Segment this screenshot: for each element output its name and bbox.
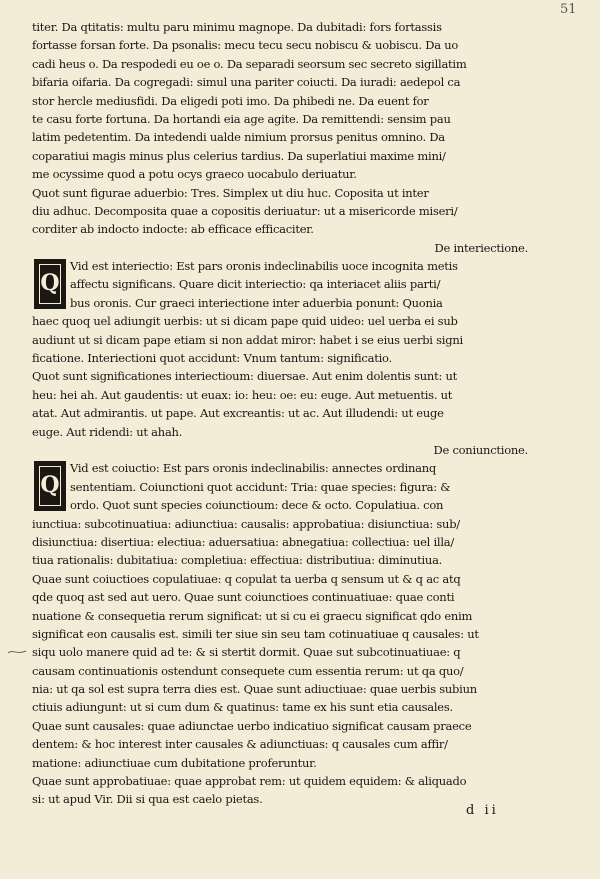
initial-letter: Q (40, 270, 60, 297)
signature-mark: d ii (466, 803, 499, 818)
text-line: iunctiua: subcotinuatiua: adiunctiua: causalis: approbatiua: disiunctiua: sub/ (32, 516, 460, 531)
text-line: matione: adiunctiuae cum dubitatione proferuntur. (32, 755, 317, 770)
text-line: titer. Da qtitatis: multu paru minimu magnope. Da dubitadi: fors fortassis (32, 20, 442, 34)
text-line: stor hercle mediusfidi. Da eligedi poti imo. Da phibedi ne. Da euent for (32, 93, 429, 108)
paragraph-block-adverbs (32, 18, 556, 239)
text-line: ficatione. Interiectioni quot accidunt: Vnum tantum: significatio. (32, 351, 392, 366)
text-line: significat eon causalis est. simili ter siue sin seu tam cotinuatiuae q causales: ut (32, 626, 479, 641)
text-line: euge. Aut ridendi: ut ahah. (32, 424, 183, 439)
text-line: tiua rationalis: dubitatiua: completiua: effectiua: distributiua: diminutiua. (32, 553, 443, 568)
folio-number: 51 (560, 2, 577, 17)
text-line: nuatione & consequetia rerum significat: ut si cu ei graecu significat qdo enim (32, 608, 473, 623)
interjection-initial-block (32, 257, 556, 312)
text-line: coparatiui magis minus plus celerius tardius. Da superlatiui maxime mini/ (32, 148, 446, 163)
text-line: diu adhuc. Decomposita quae a copositis deriuatur: ut a misericorde miseri/ (32, 203, 458, 218)
paragraph-block-conjunction (32, 515, 556, 809)
text-line: audiunt ut si dicam pape etiam si non addat miror: habet i se eius uerbi signi (32, 332, 463, 347)
text-line: Quae sunt causales: quae adiunctae uerbo indicatiuo significat causam praece (32, 718, 472, 733)
section-heading-interjection: De interiectione. (434, 240, 528, 255)
text-line: fortasse forsan forte. Da psonalis: mecu tecu secu nobiscu & uobiscu. Da uo (32, 38, 459, 53)
conjunction-initial-block (32, 459, 556, 514)
text-line: Quot sunt significationes interiectioum: diuersae. Aut enim dolentis sunt: ut (32, 369, 458, 384)
text-line: si: ut apud Vir. Dii si qua est caelo pietas. (32, 792, 263, 807)
text-line: me ocyssime quod a potu ocys graeco uocabulo deriuatur. (32, 167, 357, 182)
text-line: disiunctiua: disertiua: electiua: aduersatiua: abnegatiua: collectiua: uel illa/ (32, 534, 455, 549)
text-line: latim pedetentim. Da intedendi ualde nimium prorsus penitus omnino. Da (32, 130, 445, 145)
text-line: atat. Aut admirantis. ut pape. Aut excreantis: ut ac. Aut illudendi: ut euge (32, 406, 444, 421)
decorated-initial-q (34, 461, 66, 511)
text-line: Quot sunt figurae aduerbio: Tres. Simplex ut diu huc. Coposita ut inter (32, 185, 429, 200)
initial-lines (32, 257, 556, 312)
text-line: nia: ut qa sol est supra terra dies est. Quae sunt adiuctiuae: quae uerbis subiun (32, 682, 477, 697)
text-line: heu: hei ah. Aut gaudentis: ut euax: io: heu: oe: eu: euge. Aut metuentis. ut (32, 387, 453, 402)
text-line: Vid est coiuctio: Est pars oronis indeclinabilis: annectes ordinanq (70, 461, 437, 476)
text-line: affectu significans. Quare dicit interiectio: qa interiacet aliis parti/ (70, 277, 441, 292)
paragraph-block-interjection (32, 312, 556, 441)
text-line: qde quoq ast sed aut uero. Quae sunt coiunctioes continuatiuae: quae conti (32, 590, 455, 605)
text-line: siqu uolo manere quid ad te: & si stertit dormit. Quae sut subcotinuatiuae: q (32, 645, 461, 660)
text-line: haec quoq uel adiungit uerbis: ut si dicam pape quid uideo: uel uerba ei sub (32, 314, 458, 329)
text-line: sententiam. Coiunctioni quot accidunt: Tria: quae species: figura: & (70, 479, 451, 494)
initial-letter: Q (40, 472, 60, 499)
text-line: bus oronis. Cur graeci interiectione inter aduerbia ponunt: Quonia (70, 295, 443, 310)
section-heading-conjunction: De coniunctione. (433, 442, 528, 457)
text-line: corditer ab indocto indocte: ab efficace efficaciter. (32, 222, 314, 237)
text-line: causam continuationis ostendunt consequete cum essentia rerum: ut qa quo/ (32, 663, 464, 678)
text-line: te casu forte fortuna. Da hortandi eia age agite. Da remittendi: sensim pau (32, 111, 451, 126)
text-line: Quae sunt approbatiuae: quae approbat rem: ut quidem equidem: & aliquado (32, 774, 467, 789)
text-line: cadi heus o. Da respodedi eu oe o. Da separadi seorsum sec secreto sigillatim (32, 56, 467, 71)
text-line: ordo. Quot sunt species coiunctioum: dece & octo. Copulatiua. con (70, 498, 444, 513)
initial-lines (32, 459, 556, 514)
text-line: Vid est interiectio: Est pars oronis indeclinabilis uoce incognita metis (70, 259, 458, 274)
text-line: dentem: & hoc interest inter causales & adiunctiuas: q causales cum affir/ (32, 737, 448, 752)
text-column (32, 18, 556, 809)
decorated-initial-q (34, 259, 66, 309)
text-line: Quae sunt coiuctioes copulatiuae: q copulat ta uerba q sensum ut & q ac atq (32, 571, 461, 586)
margin-pen-mark (7, 648, 27, 656)
text-line: ctiuis adiungunt: ut si cum dum & quatinus: tame ex his sunt etia causales. (32, 700, 453, 715)
text-line: bifaria oifaria. Da cogregadi: simul una pariter coiucti. Da iuradi: aedepol ca (32, 75, 461, 90)
